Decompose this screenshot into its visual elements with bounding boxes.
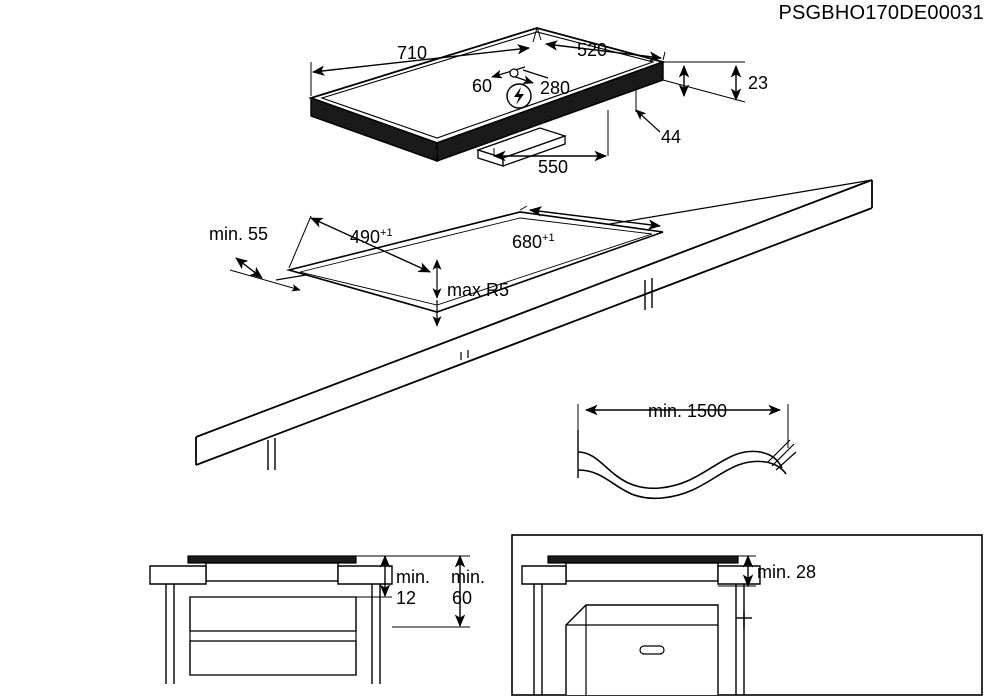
dim-connector-offset-large: 280	[540, 78, 571, 98]
dim-min-clearance-under-worktop-line2: 12	[396, 588, 417, 608]
dim-min-rear-distance: min. 55	[209, 224, 269, 244]
view-section-oven	[512, 535, 982, 695]
dim-hob-width: 710	[397, 43, 428, 63]
dim-corner-radius: max R5	[447, 280, 510, 300]
dim-min-clearance-to-oven: min. 28	[757, 562, 817, 582]
dim-body-depth: 44	[661, 127, 682, 147]
dim-cutout-depth-value: 490	[350, 227, 381, 247]
dim-cutout-width-tolerance: +1	[542, 232, 555, 244]
dim-glass-thickness: 23	[748, 73, 769, 93]
dim-cutout-depth	[350, 228, 393, 246]
dim-min-clearance-to-drawer-line2: 60	[452, 588, 473, 608]
view-worktop-cutout	[196, 180, 872, 470]
dim-hob-depth: 520	[577, 40, 608, 60]
document-code: PSGBHO170DE00031	[778, 2, 984, 24]
dim-cutout-width-value: 680	[512, 232, 543, 252]
dim-min-clearance-to-drawer-line1: min.	[451, 567, 486, 587]
dim-connector-offset-small: 60	[472, 76, 493, 96]
dim-rear-offset: 550	[538, 157, 569, 177]
dim-cutout-width	[512, 233, 555, 251]
dim-min-cable-length: min. 1500	[648, 401, 728, 421]
dim-min-clearance-under-worktop-line1: min.	[396, 567, 431, 587]
dim-cutout-depth-tolerance: +1	[380, 227, 393, 239]
